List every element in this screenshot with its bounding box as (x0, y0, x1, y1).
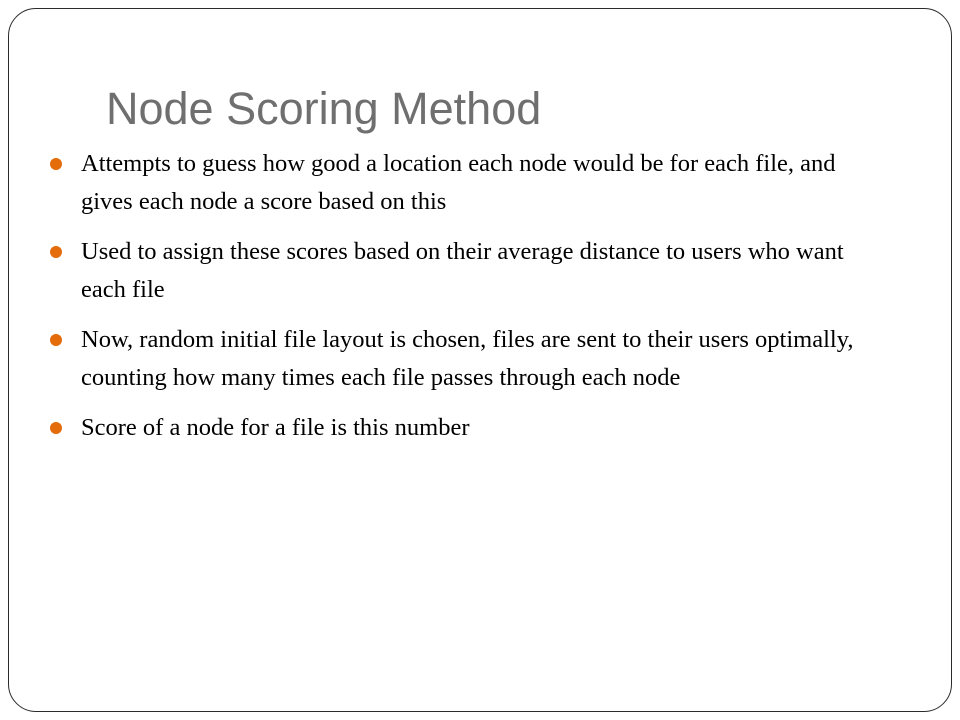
bullet-text: Attempts to guess how good a location each node would be for each file, and gives each node a score based on this (81, 150, 836, 215)
bullet-dot-icon (50, 158, 62, 170)
bullet-dot-icon (50, 246, 62, 258)
bullet-item (50, 321, 890, 397)
bullet-text: Used to assign these scores based on their average distance to users who want each file (81, 238, 844, 303)
bullet-dot-icon (50, 334, 62, 346)
bullet-text: Now, random initial file layout is chosen, files are sent to their users optimally, counting how many times each file passes through each node (81, 326, 854, 391)
bullet-text: Score of a node for a file is this number (81, 414, 470, 441)
slide-title: Node Scoring Method (106, 83, 542, 134)
bullet-item (50, 409, 890, 447)
bullet-dot-icon (50, 422, 62, 434)
bullet-item (50, 233, 890, 309)
bullet-list (50, 145, 890, 459)
bullet-item (50, 145, 890, 221)
